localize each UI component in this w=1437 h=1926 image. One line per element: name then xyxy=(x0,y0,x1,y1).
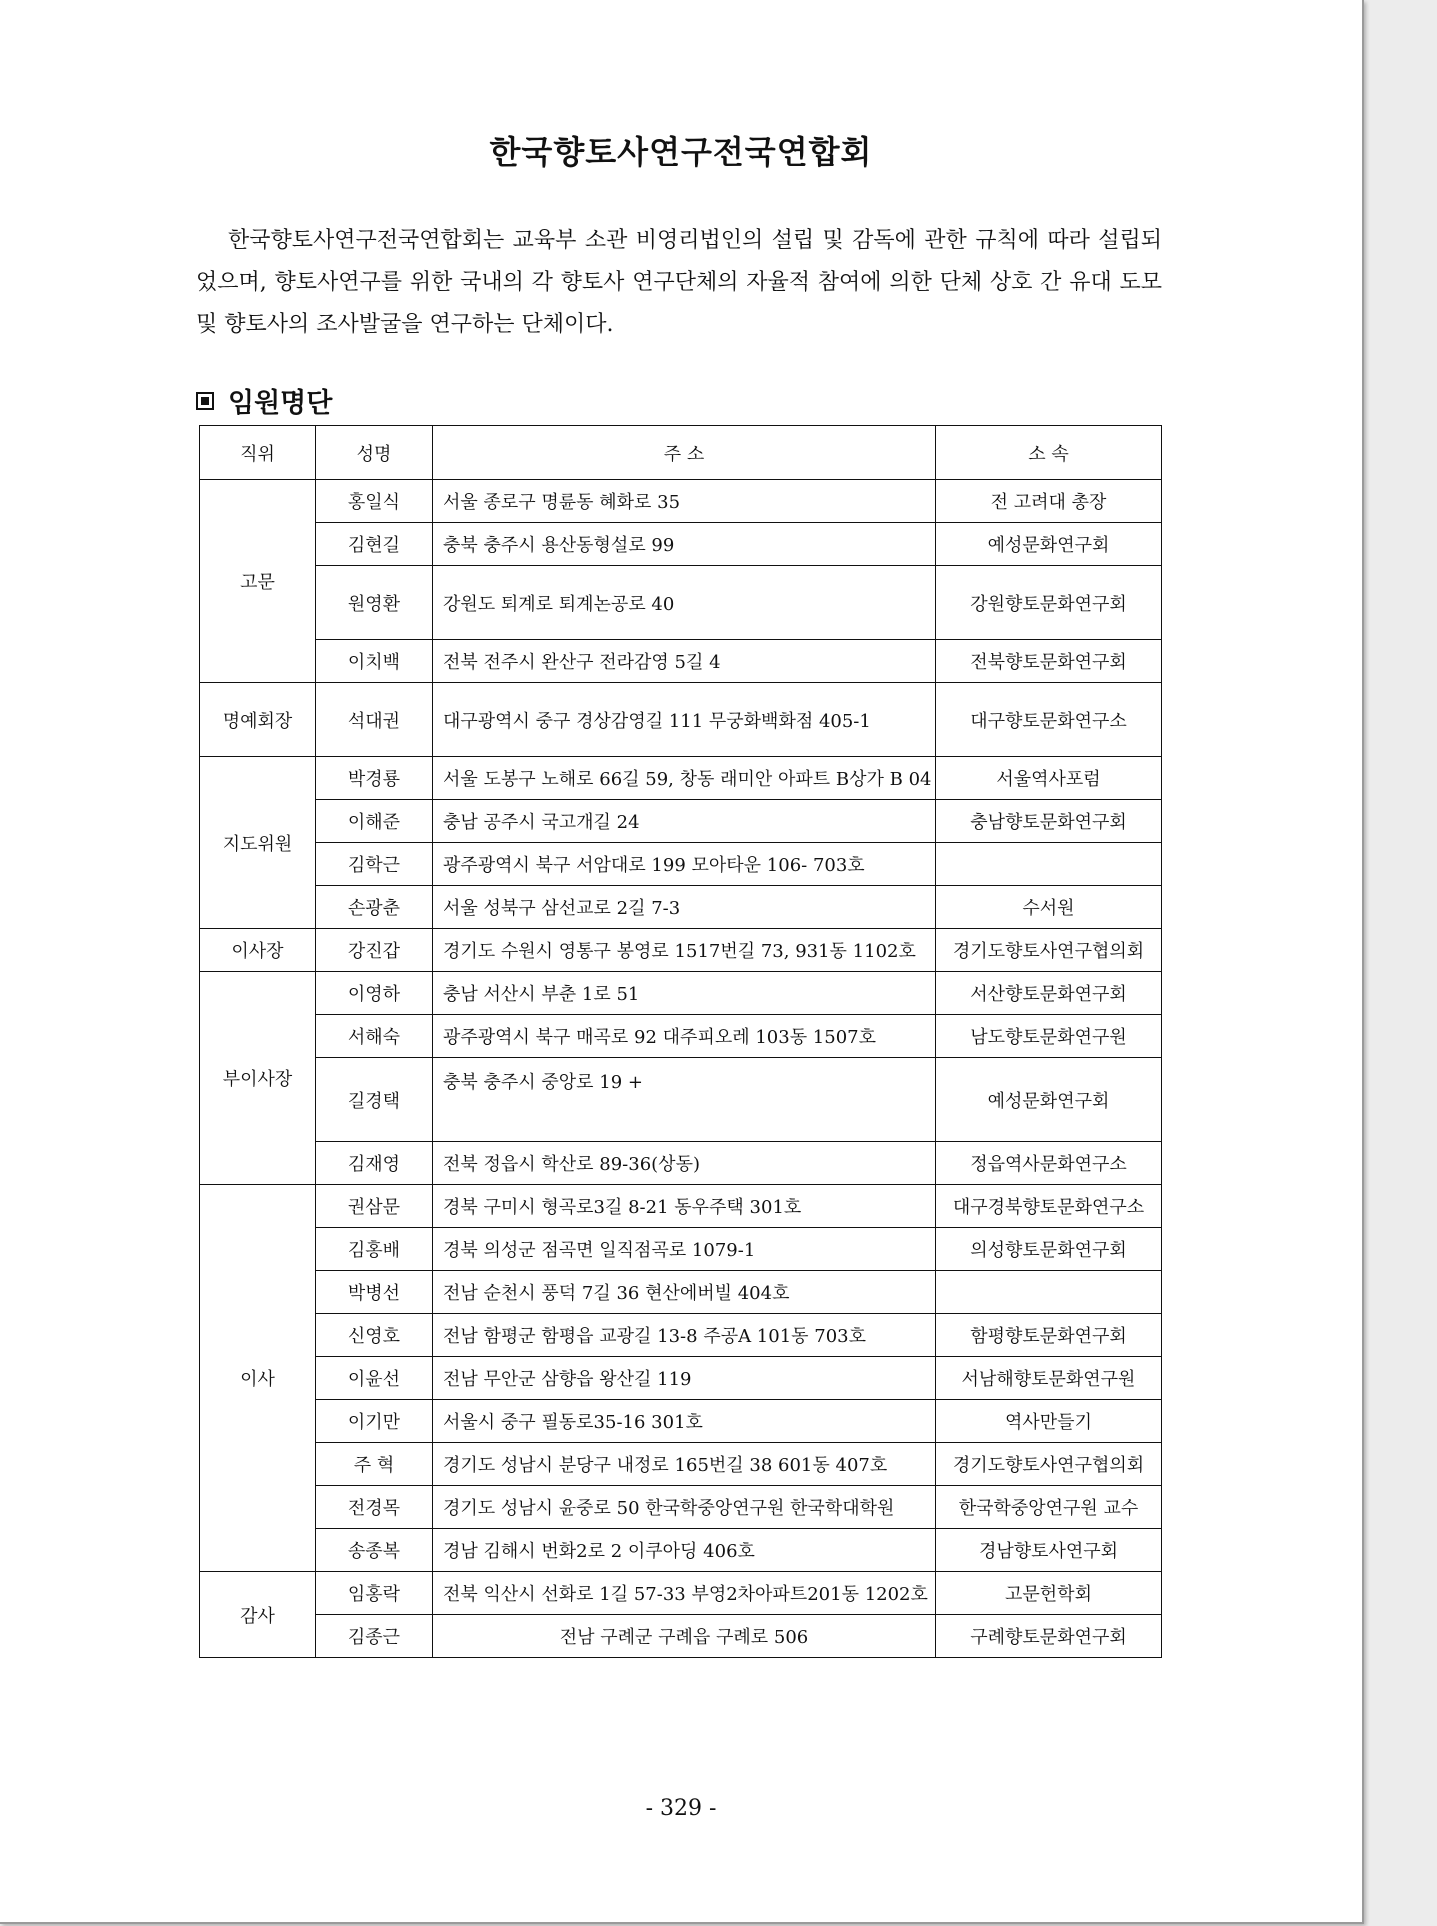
table-row xyxy=(200,566,1162,640)
table-row xyxy=(200,1486,1162,1529)
affiliation-cell: 대구향토문화연구소 xyxy=(936,683,1162,757)
table-row xyxy=(200,640,1162,683)
address-cell: 전북 익산시 선화로 1길 57-33 부영2차아파트201동 1202호 xyxy=(433,1572,936,1615)
position-cell: 명예회장 xyxy=(200,683,316,757)
affiliation-cell: 고문헌학회 xyxy=(936,1572,1162,1615)
address-cell: 서울 종로구 명륜동 혜화로 35 xyxy=(433,480,936,523)
name-cell: 김현길 xyxy=(316,523,433,566)
table-row xyxy=(200,1572,1162,1615)
affiliation-cell: 남도향토문화연구원 xyxy=(936,1015,1162,1058)
name-cell: 송종복 xyxy=(316,1529,433,1572)
affiliation-cell: 정읍역사문화연구소 xyxy=(936,1142,1162,1185)
filled-square-icon xyxy=(196,392,214,410)
address-cell: 서울 도봉구 노해로 66길 59, 창동 래미안 아파트 B상가 B 04 xyxy=(433,757,936,800)
address-cell: 광주광역시 북구 매곡로 92 대주피오레 103동 1507호 xyxy=(433,1015,936,1058)
name-cell: 석대권 xyxy=(316,683,433,757)
header-affiliation: 소 속 xyxy=(936,426,1162,480)
affiliation-cell xyxy=(936,1271,1162,1314)
name-cell: 손광춘 xyxy=(316,886,433,929)
table-row xyxy=(200,972,1162,1015)
table-header-row xyxy=(200,426,1162,480)
address-cell: 충남 공주시 국고개길 24 xyxy=(433,800,936,843)
address-cell: 전남 구례군 구례읍 구례로 506 xyxy=(433,1615,936,1658)
address-cell: 전북 정읍시 학산로 89-36(상동) xyxy=(433,1142,936,1185)
address-cell: 전북 전주시 완산구 전라감영 5길 4 xyxy=(433,640,936,683)
address-cell: 경북 의성군 점곡면 일직점곡로 1079-1 xyxy=(433,1228,936,1271)
table-row xyxy=(200,886,1162,929)
table-row xyxy=(200,1400,1162,1443)
position-cell: 이사 xyxy=(200,1185,316,1572)
table-row xyxy=(200,1357,1162,1400)
table-row xyxy=(200,1185,1162,1228)
address-cell: 경기도 성남시 윤중로 50 한국학중앙연구원 한국학대학원 xyxy=(433,1486,936,1529)
name-cell: 이영하 xyxy=(316,972,433,1015)
name-cell: 김재영 xyxy=(316,1142,433,1185)
name-cell: 서해숙 xyxy=(316,1015,433,1058)
page-title: 한국향토사연구전국연합회 xyxy=(489,133,873,171)
table-row xyxy=(200,480,1162,523)
position-cell: 이사장 xyxy=(200,929,316,972)
address-cell: 경기도 수원시 영통구 봉영로 1517번길 73, 931동 1102호 xyxy=(433,929,936,972)
affiliation-cell: 구례향토문화연구회 xyxy=(936,1615,1162,1658)
table-row xyxy=(200,1015,1162,1058)
name-cell: 신영호 xyxy=(316,1314,433,1357)
name-cell: 이기만 xyxy=(316,1400,433,1443)
address-cell: 강원도 퇴계로 퇴계논공로 40 xyxy=(433,566,936,640)
affiliation-cell: 예성문화연구회 xyxy=(936,1058,1162,1142)
address-cell: 충남 서산시 부춘 1로 51 xyxy=(433,972,936,1015)
address-cell: 충북 충주시 용산동형설로 99 xyxy=(433,523,936,566)
position-cell: 부이사장 xyxy=(200,972,316,1185)
table-row xyxy=(200,1529,1162,1572)
address-cell: 전남 순천시 풍덕 7길 36 현산에버빌 404호 xyxy=(433,1271,936,1314)
name-cell: 김학근 xyxy=(316,843,433,886)
address-cell: 전남 무안군 삼향읍 왕산길 119 xyxy=(433,1357,936,1400)
affiliation-cell: 충남향토문화연구회 xyxy=(936,800,1162,843)
table-row xyxy=(200,800,1162,843)
address-cell: 경북 구미시 형곡로3길 8-21 동우주택 301호 xyxy=(433,1185,936,1228)
affiliation-cell: 전 고려대 총장 xyxy=(936,480,1162,523)
table-row xyxy=(200,1058,1162,1142)
address-cell: 대구광역시 중구 경상감영길 111 무궁화백화점 405-1 xyxy=(433,683,936,757)
affiliation-cell: 서남해향토문화연구원 xyxy=(936,1357,1162,1400)
affiliation-cell: 역사만들기 xyxy=(936,1400,1162,1443)
officer-table xyxy=(199,425,1162,1658)
table-row xyxy=(200,1228,1162,1271)
address-cell: 전남 함평군 함평읍 교광길 13-8 주공A 101동 703호 xyxy=(433,1314,936,1357)
name-cell: 박경룡 xyxy=(316,757,433,800)
affiliation-cell: 전북향토문화연구회 xyxy=(936,640,1162,683)
name-cell: 권삼문 xyxy=(316,1185,433,1228)
header-name: 성명 xyxy=(316,426,433,480)
address-cell: 경남 김해시 번화2로 2 이쿠아딩 406호 xyxy=(433,1529,936,1572)
affiliation-cell: 강원향토문화연구회 xyxy=(936,566,1162,640)
page-number: - 329 - xyxy=(645,1796,717,1821)
name-cell: 주 혁 xyxy=(316,1443,433,1486)
address-cell: 서울 성북구 삼선교로 2길 7-3 xyxy=(433,886,936,929)
table-row xyxy=(200,1615,1162,1658)
address-cell: 서울시 중구 필동로35-16 301호 xyxy=(433,1400,936,1443)
table-row xyxy=(200,843,1162,886)
name-cell: 길경택 xyxy=(316,1058,433,1142)
table-row xyxy=(200,683,1162,757)
affiliation-cell: 경기도향토사연구협의회 xyxy=(936,929,1162,972)
table-row xyxy=(200,1142,1162,1185)
name-cell: 임홍락 xyxy=(316,1572,433,1615)
affiliation-cell: 경남향토사연구회 xyxy=(936,1529,1162,1572)
position-cell: 지도위원 xyxy=(200,757,316,929)
position-cell: 고문 xyxy=(200,480,316,683)
address-cell: 광주광역시 북구 서암대로 199 모아타운 106- 703호 xyxy=(433,843,936,886)
address-cell: 충북 충주시 중앙로 19 + xyxy=(433,1058,936,1142)
affiliation-cell: 예성문화연구회 xyxy=(936,523,1162,566)
table-row xyxy=(200,523,1162,566)
affiliation-cell: 함평향토문화연구회 xyxy=(936,1314,1162,1357)
name-cell: 김종근 xyxy=(316,1615,433,1658)
name-cell: 김홍배 xyxy=(316,1228,433,1271)
affiliation-cell: 수서원 xyxy=(936,886,1162,929)
table-row xyxy=(200,1314,1162,1357)
table-row xyxy=(200,757,1162,800)
table-row xyxy=(200,1271,1162,1314)
position-cell: 감사 xyxy=(200,1572,316,1658)
affiliation-cell: 경기도향토사연구협의회 xyxy=(936,1443,1162,1486)
affiliation-cell: 의성향토문화연구회 xyxy=(936,1228,1162,1271)
affiliation-cell: 서산향토문화연구회 xyxy=(936,972,1162,1015)
table-row xyxy=(200,929,1162,972)
name-cell: 박병선 xyxy=(316,1271,433,1314)
name-cell: 이해준 xyxy=(316,800,433,843)
name-cell: 이치백 xyxy=(316,640,433,683)
address-cell: 경기도 성남시 분당구 내정로 165번길 38 601동 407호 xyxy=(433,1443,936,1486)
name-cell: 전경목 xyxy=(316,1486,433,1529)
intro-paragraph: 한국향토사연구전국연합회는 교육부 소관 비영리법인의 설립 및 감독에 관한 규칙에 따라 설립되었으며, 향토사연구를 위한 국내의 각 향토사 연구단체의 자율적 참여에 의한 단체 상호 간 유대 도모 및 향토사의 조사발굴을 연구하는 단체이다. xyxy=(196,228,1162,337)
section-title: 임원명단 xyxy=(228,388,333,419)
affiliation-cell: 한국학중앙연구원 교수 xyxy=(936,1486,1162,1529)
table-row xyxy=(200,1443,1162,1486)
affiliation-cell: 대구경북향토문화연구소 xyxy=(936,1185,1162,1228)
name-cell: 원영환 xyxy=(316,566,433,640)
name-cell: 강진갑 xyxy=(316,929,433,972)
name-cell: 홍일식 xyxy=(316,480,433,523)
section-heading xyxy=(196,381,332,420)
name-cell: 이윤선 xyxy=(316,1357,433,1400)
affiliation-cell xyxy=(936,843,1162,886)
affiliation-cell: 서울역사포럼 xyxy=(936,757,1162,800)
header-position: 직위 xyxy=(200,426,316,480)
header-address: 주 소 xyxy=(433,426,936,480)
